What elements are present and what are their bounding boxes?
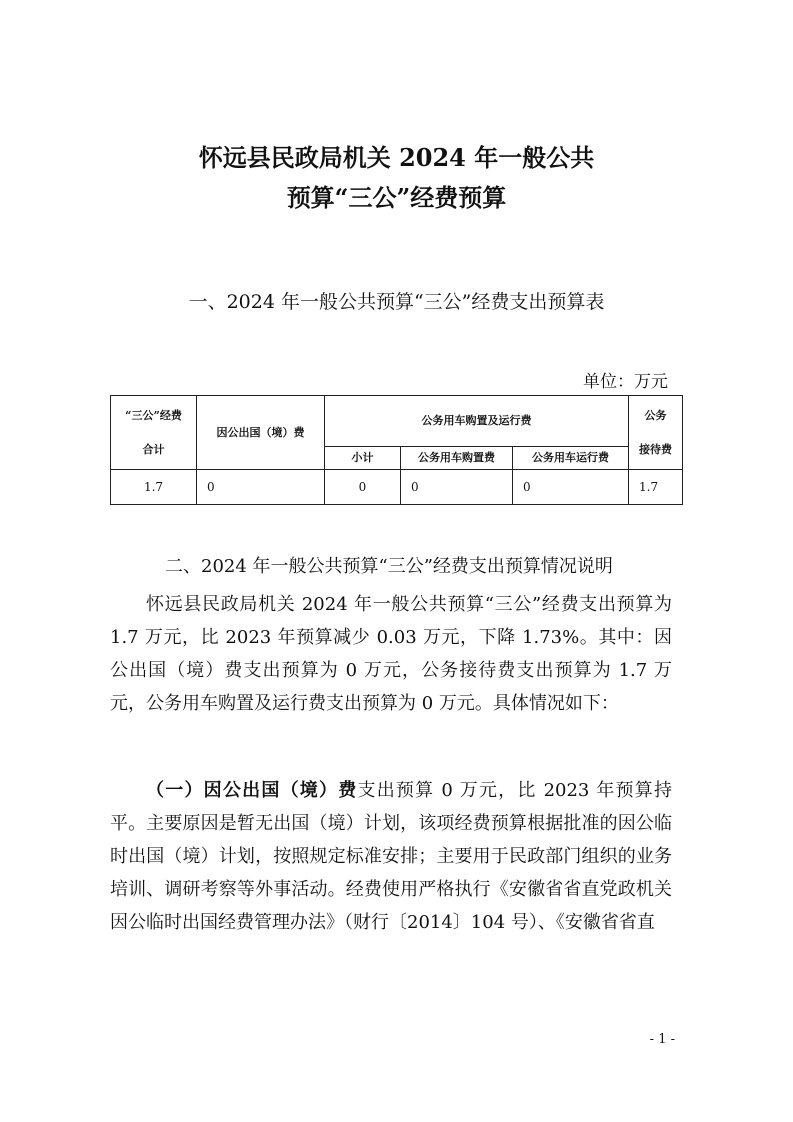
paragraph2-bold-lead: （一）因公出国（境）费 [146,780,358,801]
header-vehicle-operation: 公务用车运行费 [513,447,629,470]
table-row [111,470,683,505]
header-vehicle-purchase: 公务用车购置费 [401,447,513,470]
header-reception-bottom: 接待费 [639,442,672,456]
cell-abroad: 0 [197,470,325,505]
paragraph1-text: 怀远县民政局机关 2024 年一般公共预算“三公”经费支出预算为 1.7 万元，比 2023 年预算减少 0.03 万元，下降 1.73%。其中：因公出国（境）费支出预算为 0 万元，公务接待费支出预算为 1.7 万元，公务用车购置及运行费支出预算为 0 万元。具体情况如下： [110,594,672,714]
cell-total: 1.7 [111,470,197,505]
paragraph-summary [110,588,672,720]
document-title-line2: 预算“三公”经费预算 [286,183,507,212]
paragraph2-text [110,774,672,939]
section2-heading: 二、2024 年一般公共预算“三公”经费支出预算情况说明 [165,556,613,577]
header-abroad: 因公出国（境）费 [197,396,325,470]
header-total-top: “三公”经费 [125,408,182,422]
document-title-line1: 怀远县民政局机关 2024 年一般公共 [198,143,595,172]
unit-label: 单位：万元 [583,372,668,392]
page-number: - 1 - [649,1032,675,1047]
cell-vehicle-purchase: 0 [401,470,513,505]
header-reception-top: 公务 [644,408,667,422]
paragraph-abroad [110,774,672,939]
cell-subtotal: 0 [325,470,401,505]
cell-vehicle-operation: 0 [513,470,629,505]
header-total-bottom: 合计 [142,442,165,456]
budget-table [110,395,683,505]
paragraph2-body: 支出预算 0 万元，比 2023 年预算持平。主要原因是暂无出国（境）计划，该项经费预算根据批准的因公临时出国（境）计划，按照规定标准安排；主要用于民政部门组织的业务培训、调研考察等外事活动。经费使用严格执行《安徽省省直党政机关因公临时出国经费管理办法》（财行〔2014〕104 号）、《安徽省省直 [110,780,673,933]
header-total-cell [111,396,197,470]
section1-heading: 一、2024 年一般公共预算“三公”经费支出预算表 [188,291,605,313]
header-vehicle-group: 公务用车购置及运行费 [325,396,629,447]
table-header-row [111,396,683,447]
cell-reception: 1.7 [629,470,683,505]
header-subtotal: 小计 [325,447,401,470]
header-reception-cell [629,396,683,470]
